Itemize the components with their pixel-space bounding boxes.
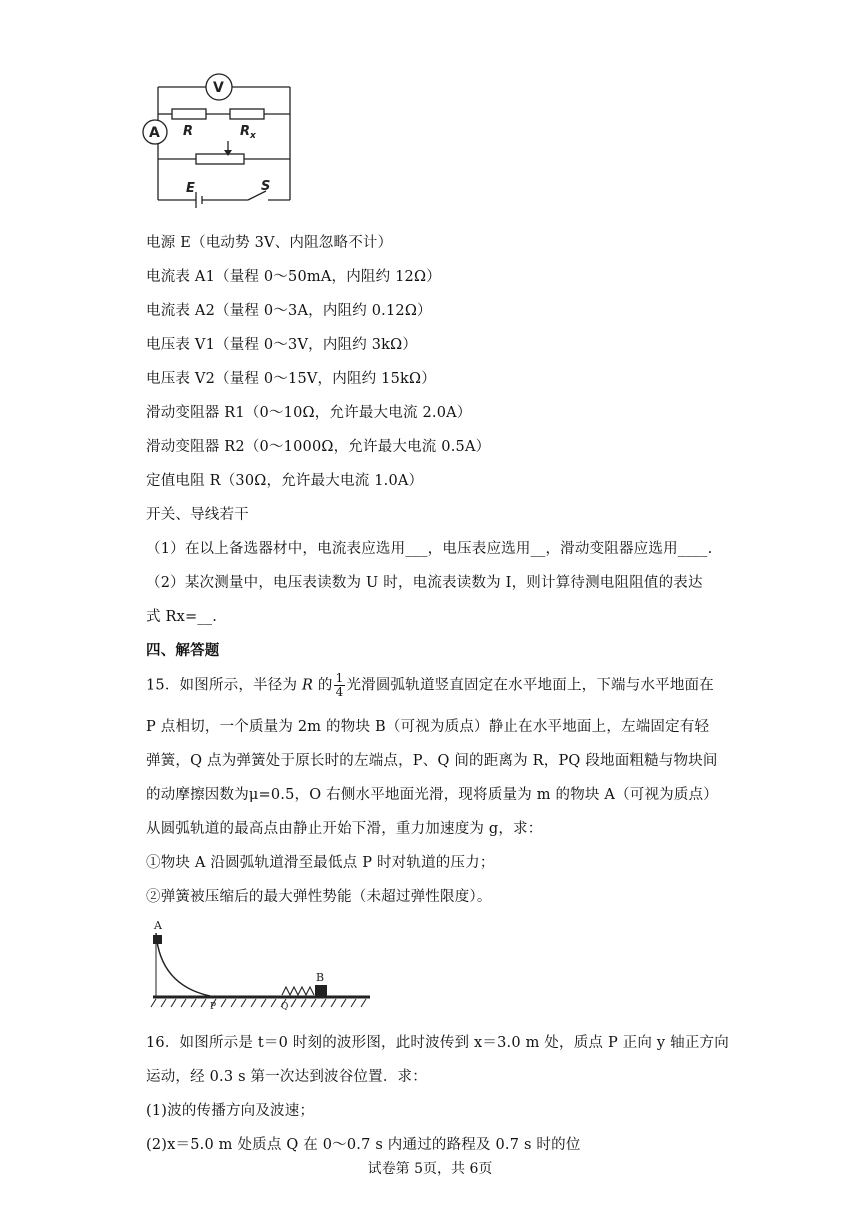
equipment-item: 开关、导线若干 [146, 507, 249, 523]
q15-line1 [146, 672, 714, 699]
point-p-label: P [210, 1002, 217, 1010]
q14-part2: （2）某次测量中，电压表读数为 U 时，电流表读数为 I，则计算待测电阻阻值的表达 [146, 575, 703, 591]
q15-subquestion-2: ②弹簧被压缩后的最大弹性势能（未超过弹性限度）。 [146, 889, 492, 905]
equipment-item: 定值电阻 R（30Ω，允许最大电流 1.0A） [146, 473, 424, 489]
equipment-item: 滑动变阻器 R1（0～10Ω，允许最大电流 2.0A） [146, 405, 472, 421]
q15-text-c: 光滑圆弧轨道竖直固定在水平地面上，下端与水平地面在 [346, 677, 714, 694]
fraction-numerator: 1 [335, 671, 344, 685]
q16-line1: 16．如图所示是 t＝0 时刻的波形图，此时波传到 x＝3.0 m 处，质点 P 正向 y 轴正方向 [146, 1035, 729, 1051]
source-label: E [186, 181, 195, 196]
point-q-label: Q [281, 1002, 289, 1010]
equipment-item: 电压表 V1（量程 0～3V，内阻约 3kΩ） [146, 337, 418, 353]
q15-text-b: 的 [313, 677, 333, 694]
block-a-label: A [154, 919, 162, 932]
equipment-item: 电流表 A2（量程 0～3A，内阻约 0.12Ω） [146, 303, 432, 319]
q14-part2-cont: 式 Rx=__. [146, 609, 218, 625]
q15-line5: 从圆弧轨道的最高点由静止开始下滑，重力加速度为 g，求： [146, 821, 543, 837]
rx-label: R [240, 124, 251, 139]
q15-line3: 弹簧，Q 点为弹簧处于原长时的左端点，P、Q 间的距离为 R，PQ 段地面粗糙与物块间 [146, 753, 718, 769]
fraction-denominator: 4 [335, 685, 344, 699]
q16-line3: (1)波的传播方向及波速； [146, 1103, 315, 1119]
equipment-item: 电压表 V2（量程 0～15V，内阻约 15kΩ） [146, 371, 436, 387]
q15-line4: 的动摩擦因数为μ=0.5，O 右侧水平地面光滑，现将质量为 m 的物块 A（可视为质点） [146, 787, 718, 803]
switch-label: S [261, 179, 271, 194]
block-b-label: B [316, 971, 325, 984]
voltmeter-label: V [213, 80, 224, 96]
equipment-item: 电源 E（电动势 3V、内阻忽略不计） [146, 235, 393, 251]
ammeter-label: A [149, 125, 160, 141]
resistor-label: R [183, 124, 194, 139]
q16-line2: 运动，经 0.3 s 第一次达到波谷位置．求： [146, 1069, 427, 1085]
circuit-diagram [140, 72, 300, 212]
q14-part1: （1）在以上备选器材中，电流表应选用___，电压表应选用__，滑动变阻器应选用____. [146, 541, 713, 557]
quarter-fraction [334, 672, 346, 699]
equipment-item: 电流表 A1（量程 0～50mA，内阻约 12Ω） [146, 269, 441, 285]
q15-subquestion-1: ①物块 A 沿圆弧轨道滑至最低点 P 时对轨道的压力； [146, 855, 495, 871]
q15-line2: P 点相切，一个质量为 2m 的物块 B（可视为质点）静止在水平地面上，左端固定有轻 [146, 719, 710, 735]
equipment-item: 滑动变阻器 R2（0～1000Ω，允许最大电流 0.5A） [146, 439, 491, 455]
q15-text-a: 15．如图所示，半径为 [146, 677, 302, 694]
q16-line4: (2)x＝5.0 m 处质点 Q 在 0～0.7 s 内通过的路程及 0.7 s 时的位 [146, 1137, 581, 1153]
page-footer: 试卷第 5页，共 6页 [367, 1161, 493, 1177]
track-figure [148, 915, 378, 1010]
section-title: 四、解答题 [146, 643, 220, 659]
q15-radius: R [301, 677, 314, 694]
rx-subscript: x [250, 131, 256, 141]
